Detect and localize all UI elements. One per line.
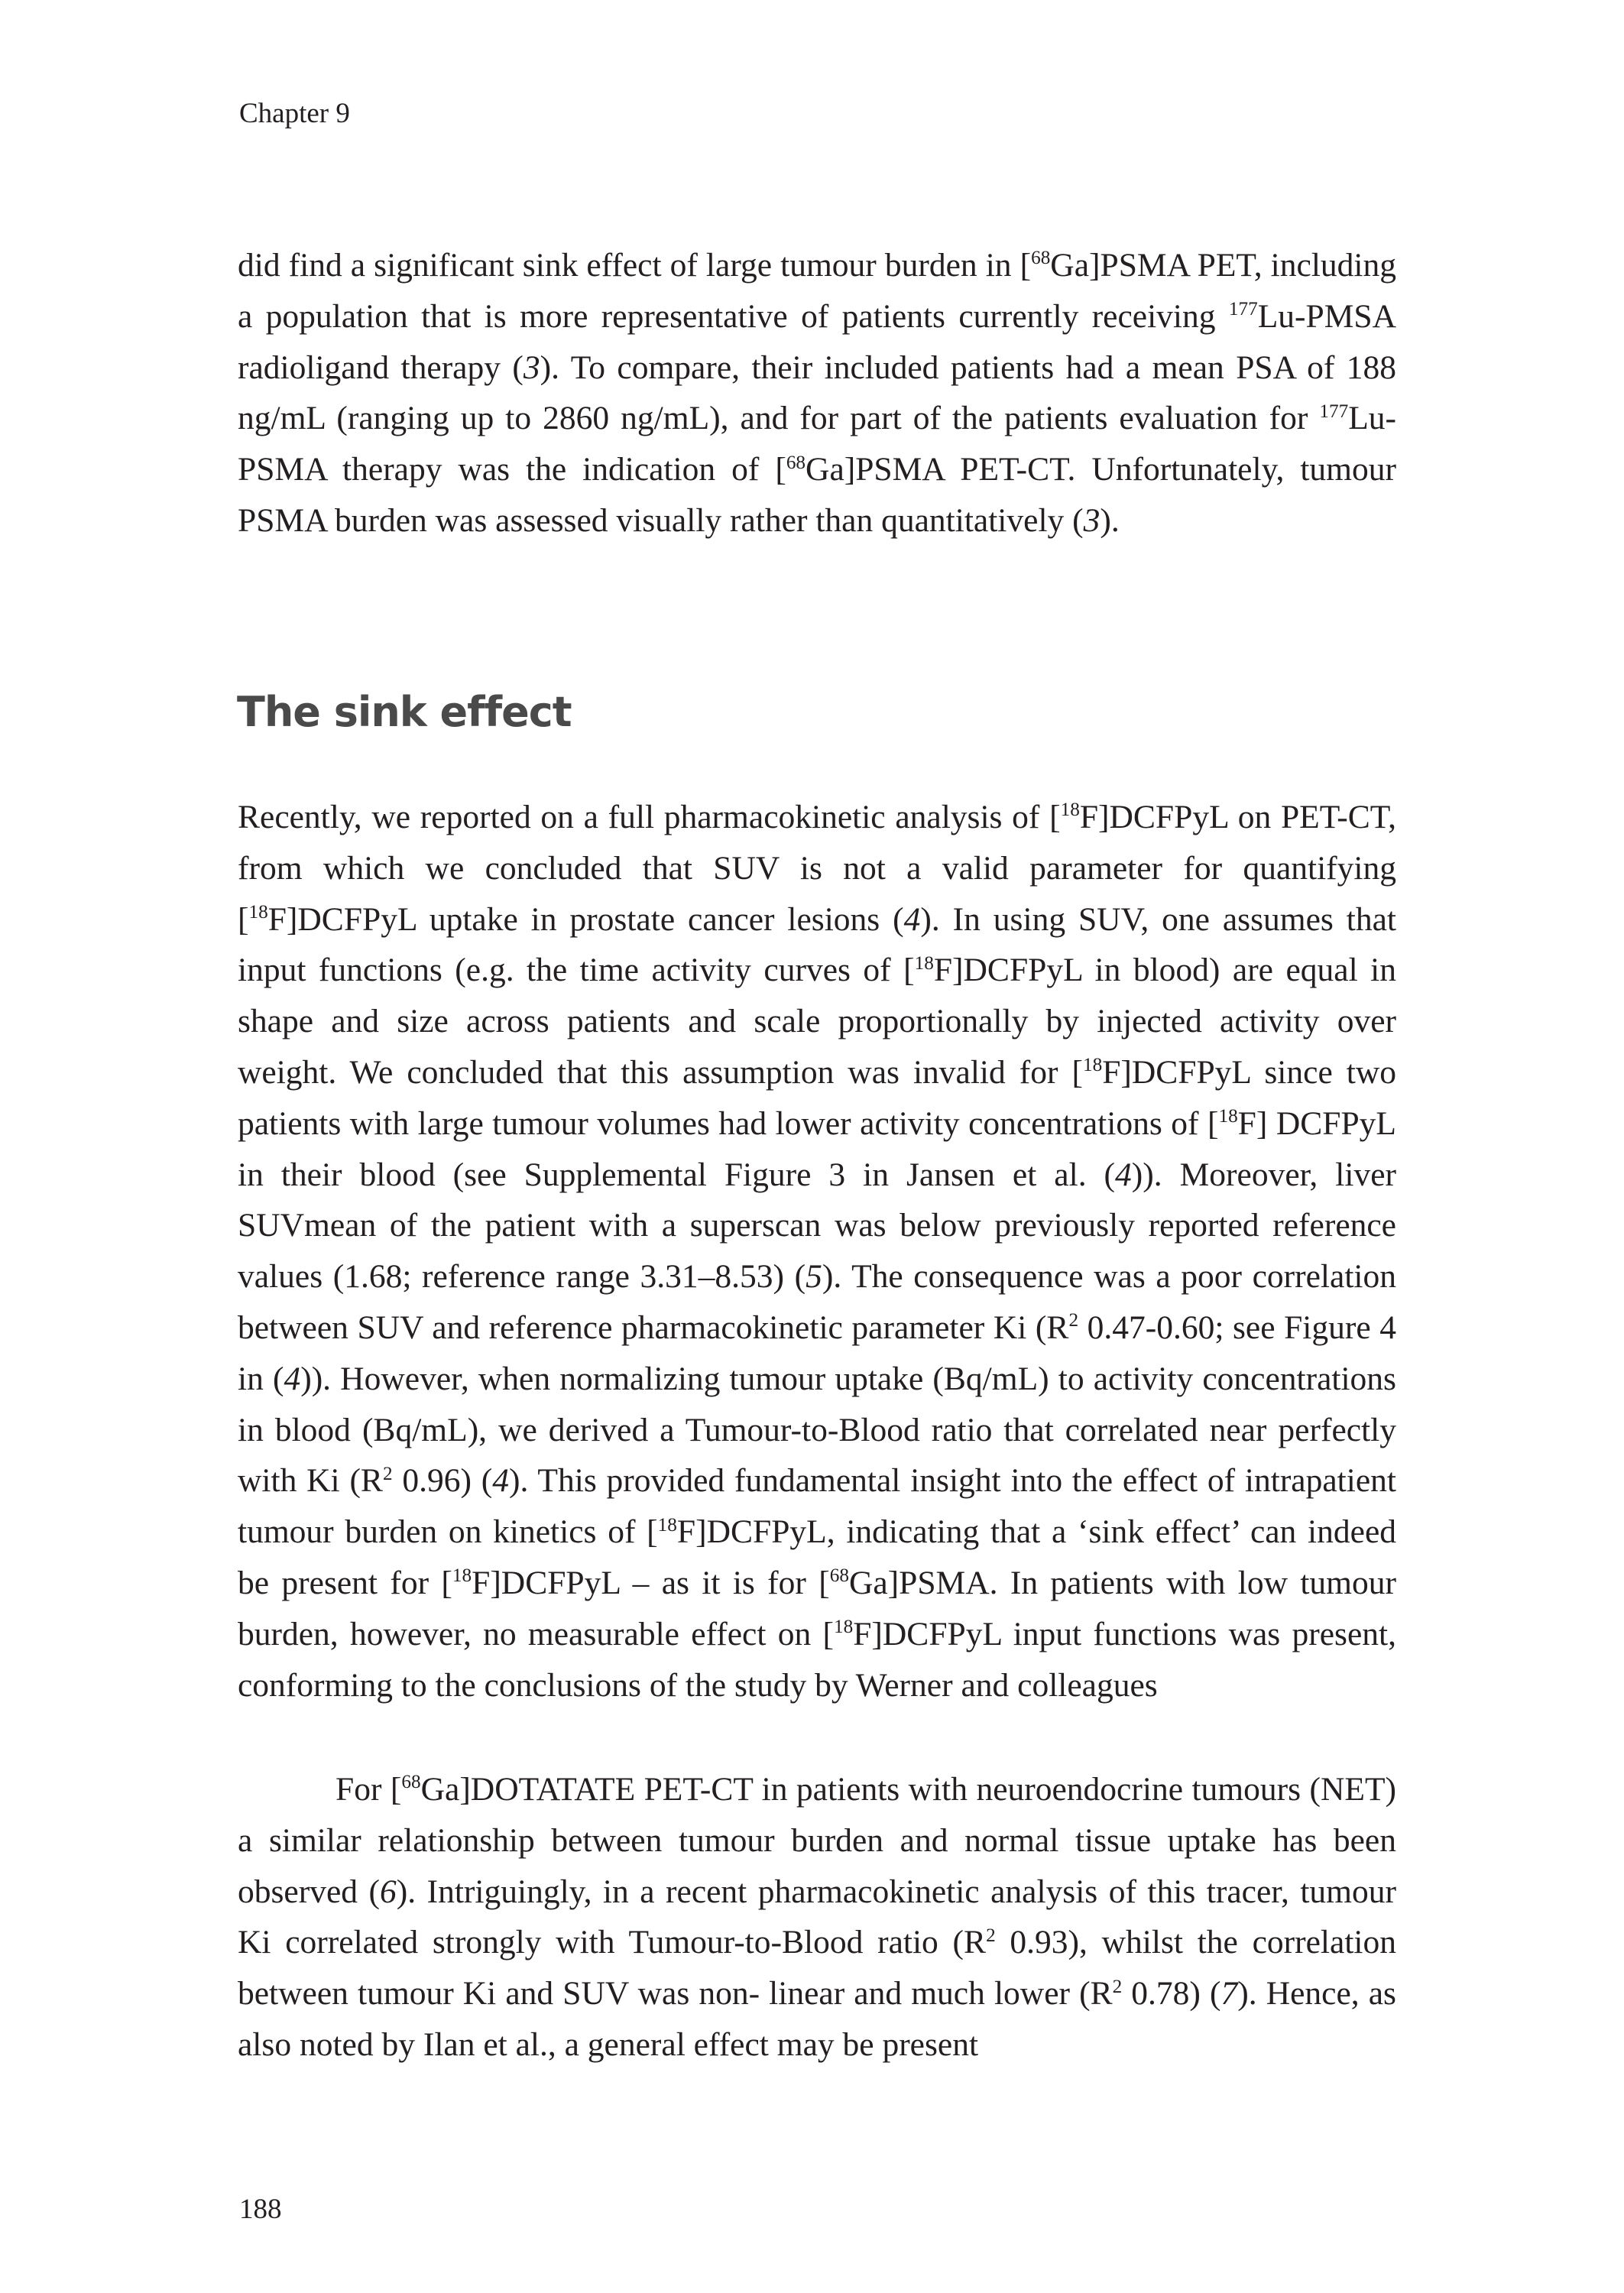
text-run: did find a significant sink effect of large tumour burden in [	[238, 247, 1032, 284]
text-run: F] DCFPyL in their blood (see Supplemental Figure 3 in Jansen et al. (	[238, 1104, 1396, 1193]
paragraph-2	[238, 792, 1396, 1711]
reference-number: 4	[492, 1462, 510, 1500]
text-run: Ga]PSMA. In patients with low tumour burden, however, no measurable effect on [	[238, 1564, 1396, 1652]
text-run: Ga]PSMA PET, including a population that is more representative of patients currently receiving	[238, 247, 1396, 335]
section-heading: The sink effect	[237, 688, 572, 736]
superscript: 68	[401, 1772, 421, 1793]
text-run: F]DCFPyL in blood) are equal in shape and size across patients and scale proportionally by injected activity over weight. We concluded that this assumption was invalid for [	[238, 952, 1396, 1091]
paragraph-1	[238, 240, 1396, 546]
text-run: 0.96) (	[392, 1462, 493, 1500]
reference-number: 3	[523, 349, 540, 386]
text-run: Ga]PSMA PET-CT. Unfortunately, tumour PSMA burden was assessed visually rather than quantitatively (	[238, 451, 1396, 539]
superscript: 68	[1031, 248, 1051, 269]
text-run: ). In using SUV, one assumes that input functions (e.g. the time activity curves of [	[238, 900, 1396, 989]
superscript: 18	[452, 1565, 472, 1587]
reference-number: 4	[903, 900, 921, 938]
superscript: 2	[382, 1463, 393, 1484]
text-run: F]DCFPyL input functions was present, conforming to the conclusions of the study by Werner and colleagues	[238, 1615, 1396, 1704]
text-run: F]DCFPyL since two patients with large tumour volumes had lower activity concentrations of [	[238, 1053, 1396, 1142]
text-run: Ga]DOTATATE PET-CT in patients with neuroendocrine tumours (NET) a similar relationship between tumour burden and normal tissue uptake has been observed (	[238, 1771, 1397, 1910]
superscript: 177	[1228, 299, 1258, 320]
superscript: 18	[834, 1617, 854, 1638]
text-run: ). Intriguingly, in a recent pharmacokinetic analysis of this tracer, tumour Ki correlated strongly with Tumour-to-Blood ratio (R	[238, 1873, 1396, 1961]
superscript: 2	[986, 1925, 996, 1946]
reference-number: 5	[806, 1258, 822, 1296]
reference-number: 7	[1220, 1975, 1238, 2012]
text-run: 0.47-0.60; see Figure 4 in (	[238, 1309, 1397, 1397]
text-run: F]DCFPyL uptake in prostate cancer lesions (	[267, 900, 904, 938]
superscript: 68	[829, 1565, 849, 1587]
reference-number: 3	[1083, 501, 1100, 539]
running-head: Chapter 9	[239, 98, 350, 129]
text-run: F]DCFPyL – as it is for [	[472, 1564, 830, 1601]
superscript: 18	[1082, 1055, 1103, 1076]
text-run: F]DCFPyL on PET-CT, from which we concluded that SUV is not a valid parameter for quantifying [	[238, 799, 1397, 938]
text-run: ).	[1100, 501, 1120, 539]
reference-number: 4	[284, 1360, 301, 1397]
superscript: 18	[914, 952, 934, 974]
text-run: 0.78) (	[1122, 1975, 1221, 2012]
superscript: 18	[1218, 1106, 1238, 1127]
superscript: 2	[1068, 1310, 1079, 1331]
superscript: 18	[248, 901, 268, 923]
text-run: For [	[335, 1771, 402, 1808]
text-run: ). The consequence was a poor correlation between SUV and reference pharmacokinetic parameter Ki (R	[238, 1258, 1396, 1346]
paragraph-3	[238, 1764, 1396, 2071]
text-run: F]DCFPyL, indicating that a ‘sink effect’ can indeed be present for [	[238, 1513, 1396, 1601]
superscript: 2	[1112, 1976, 1123, 1997]
superscript: 18	[1060, 799, 1080, 821]
text-run: ). Hence, as also noted by Ilan et al., a general effect may be present	[238, 1975, 1396, 2063]
text-run: ). To compare, their included patients had a mean PSA of 188 ng/mL (ranging up to 2860 ng/mL), and for part of the patients evaluation for	[238, 349, 1397, 437]
reference-number: 4	[1115, 1156, 1132, 1193]
text-run: Recently, we reported on a full pharmacokinetic analysis of [	[238, 799, 1061, 835]
text-run: Lu-PSMA therapy was the indication of [	[238, 400, 1396, 488]
text-run: )). Moreover, liver SUVmean of the patient with a superscan was below previously reported reference values (1.68; reference range 3.31–8.53) (	[238, 1156, 1396, 1296]
reference-number: 6	[380, 1873, 397, 1910]
superscript: 177	[1319, 401, 1349, 422]
superscript: 18	[657, 1514, 677, 1536]
text-run: 0.93), whilst the correlation between tumour Ki and SUV was non- linear and much lower (R	[238, 1924, 1397, 2012]
superscript: 68	[786, 452, 806, 473]
text-run: ). This provided fundamental insight into the effect of intrapatient tumour burden on kinetics of [	[238, 1462, 1396, 1551]
page-number: 188	[239, 2194, 282, 2225]
text-run: Lu-PMSA radioligand therapy (	[238, 297, 1396, 386]
text-run: )). However, when normalizing tumour uptake (Bq/mL) to activity concentrations in blood (Bq/mL), we derived a Tumour-to-Blood ratio that correlated near perfectly with Ki (R	[238, 1360, 1396, 1500]
